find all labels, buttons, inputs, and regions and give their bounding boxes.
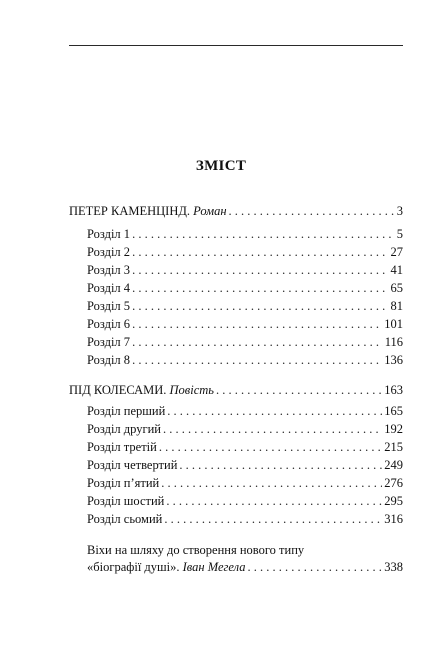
chapter-label: Розділ п’ятий bbox=[87, 476, 160, 490]
chapter-label: Розділ 2 bbox=[87, 245, 131, 259]
toc-entry[interactable] bbox=[87, 226, 403, 242]
dot-leader bbox=[132, 262, 388, 278]
part1-title: ПЕТЕР КАМЕНЦІНД. bbox=[69, 204, 191, 218]
dot-leader bbox=[216, 382, 382, 398]
toc-entry[interactable] bbox=[87, 403, 403, 419]
dot-leader bbox=[132, 316, 382, 332]
dot-leader bbox=[163, 421, 382, 437]
afterword-author: Іван Мегела bbox=[182, 560, 246, 574]
page-number: 136 bbox=[384, 353, 403, 367]
page-number: 338 bbox=[384, 560, 403, 574]
chapter-label: Розділ 5 bbox=[87, 299, 131, 313]
dot-leader bbox=[161, 475, 382, 491]
chapter-label: Розділ шостий bbox=[87, 494, 165, 508]
dot-leader bbox=[132, 352, 382, 368]
part1-label bbox=[69, 203, 227, 219]
page-number: 316 bbox=[384, 512, 403, 526]
toc-entry[interactable] bbox=[87, 280, 403, 296]
page-number: 3 bbox=[396, 204, 403, 218]
chapter-label: Розділ четвертий bbox=[87, 458, 178, 472]
dot-leader bbox=[132, 298, 388, 314]
chapter-label: Розділ 7 bbox=[87, 335, 131, 349]
toc-entry[interactable] bbox=[87, 439, 403, 455]
page-number: 276 bbox=[384, 476, 403, 490]
toc-entry[interactable] bbox=[87, 244, 403, 260]
afterword-title-line2: «біографії душі». bbox=[87, 560, 180, 574]
page-number: 215 bbox=[384, 440, 403, 454]
page-number: 192 bbox=[384, 422, 403, 436]
chapter-label: Розділ 1 bbox=[87, 227, 131, 241]
page-number: 81 bbox=[390, 299, 403, 313]
dot-leader bbox=[164, 511, 382, 527]
page-number: 101 bbox=[384, 317, 403, 331]
dot-leader bbox=[132, 244, 388, 260]
part1-genre: Роман bbox=[193, 204, 227, 218]
chapter-label: Розділ 8 bbox=[87, 353, 131, 367]
dot-leader bbox=[132, 334, 383, 350]
page-number: 116 bbox=[384, 335, 403, 349]
page-number: 41 bbox=[390, 263, 403, 277]
chapter-label: Розділ 3 bbox=[87, 263, 131, 277]
chapter-label: Розділ 6 bbox=[87, 317, 131, 331]
dot-leader bbox=[166, 493, 382, 509]
afterword-title-line1: Віхи на шляху до створення нового типу bbox=[87, 543, 305, 557]
dot-leader bbox=[229, 203, 395, 219]
toc-entry[interactable] bbox=[87, 511, 403, 527]
toc-entry[interactable] bbox=[87, 316, 403, 332]
dot-leader bbox=[132, 280, 388, 296]
part2-genre: Повість bbox=[169, 383, 214, 397]
header-rule bbox=[69, 45, 403, 46]
toc-entry[interactable] bbox=[87, 493, 403, 509]
chapter-label: Розділ другий bbox=[87, 422, 161, 436]
toc-entry[interactable] bbox=[87, 457, 403, 473]
dot-leader bbox=[159, 439, 382, 455]
contents-heading: ЗМІСТ bbox=[195, 158, 247, 174]
toc-entry-part1[interactable] bbox=[69, 203, 403, 219]
toc-entry-afterword[interactable] bbox=[87, 559, 403, 575]
part2-label bbox=[69, 382, 214, 398]
dot-leader bbox=[247, 559, 382, 575]
page-number: 163 bbox=[384, 383, 403, 397]
page-number: 65 bbox=[390, 281, 403, 295]
page-number: 249 bbox=[384, 458, 403, 472]
toc-entry[interactable] bbox=[87, 334, 403, 350]
page-number: 27 bbox=[390, 245, 403, 259]
chapter-label: Розділ третій bbox=[87, 440, 157, 454]
part2-title: ПІД КОЛЕСАМИ. bbox=[69, 383, 167, 397]
toc-entry[interactable] bbox=[87, 421, 403, 437]
chapter-label: Розділ сьомий bbox=[87, 512, 163, 526]
toc-entry-part2[interactable] bbox=[69, 382, 403, 398]
toc-entry[interactable] bbox=[87, 262, 403, 278]
dot-leader bbox=[179, 457, 382, 473]
chapter-label: Розділ перший bbox=[87, 404, 166, 418]
dot-leader bbox=[167, 403, 382, 419]
toc-entry[interactable] bbox=[87, 298, 403, 314]
page-number: 295 bbox=[384, 494, 403, 508]
toc-entry[interactable] bbox=[87, 475, 403, 491]
afterword-label bbox=[87, 559, 245, 575]
page-number: 5 bbox=[396, 227, 403, 241]
dot-leader bbox=[132, 226, 395, 242]
toc-entry[interactable] bbox=[87, 352, 403, 368]
page-number: 165 bbox=[384, 404, 403, 418]
chapter-label: Розділ 4 bbox=[87, 281, 131, 295]
